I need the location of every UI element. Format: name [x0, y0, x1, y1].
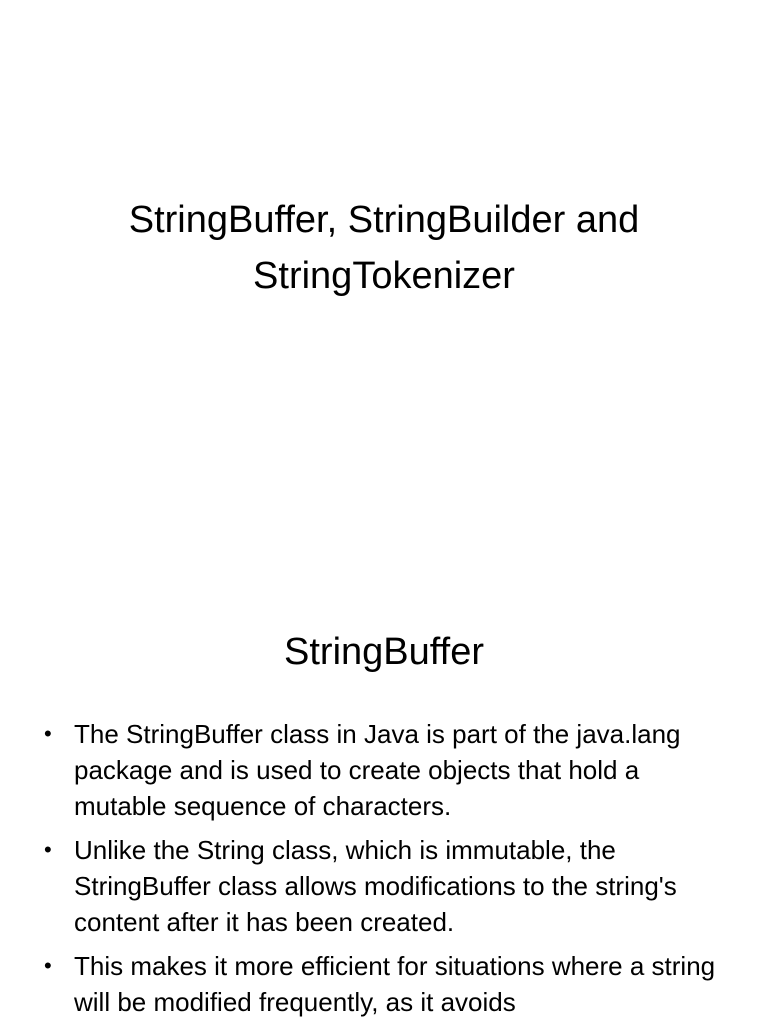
bullet-list [40, 716, 730, 1024]
title-line-1: StringBuffer, StringBuilder and [128, 199, 640, 241]
bullet-item [40, 832, 730, 940]
bullet-text: This makes it more efficient for situations where a string will be modified frequently, as it avoids [74, 951, 716, 1017]
bullet-text: The StringBuffer class in Java is part of the java.lang package and is used to create objects that hold a mutable sequence of characters. [74, 719, 681, 821]
bullet-icon: • [44, 721, 52, 746]
bullet-icon: • [44, 837, 52, 862]
presentation-title [40, 192, 728, 304]
bullet-icon: • [44, 953, 52, 978]
bullet-item [40, 948, 730, 1020]
slide-title: StringBuffer [284, 631, 484, 673]
bullet-item [40, 716, 730, 824]
bullet-text: Unlike the String class, which is immutable, the StringBuffer class allows modifications to the string's content after it has been created. [74, 835, 677, 937]
content-slide [0, 576, 768, 1024]
title-line-2: StringTokenizer [253, 255, 515, 297]
